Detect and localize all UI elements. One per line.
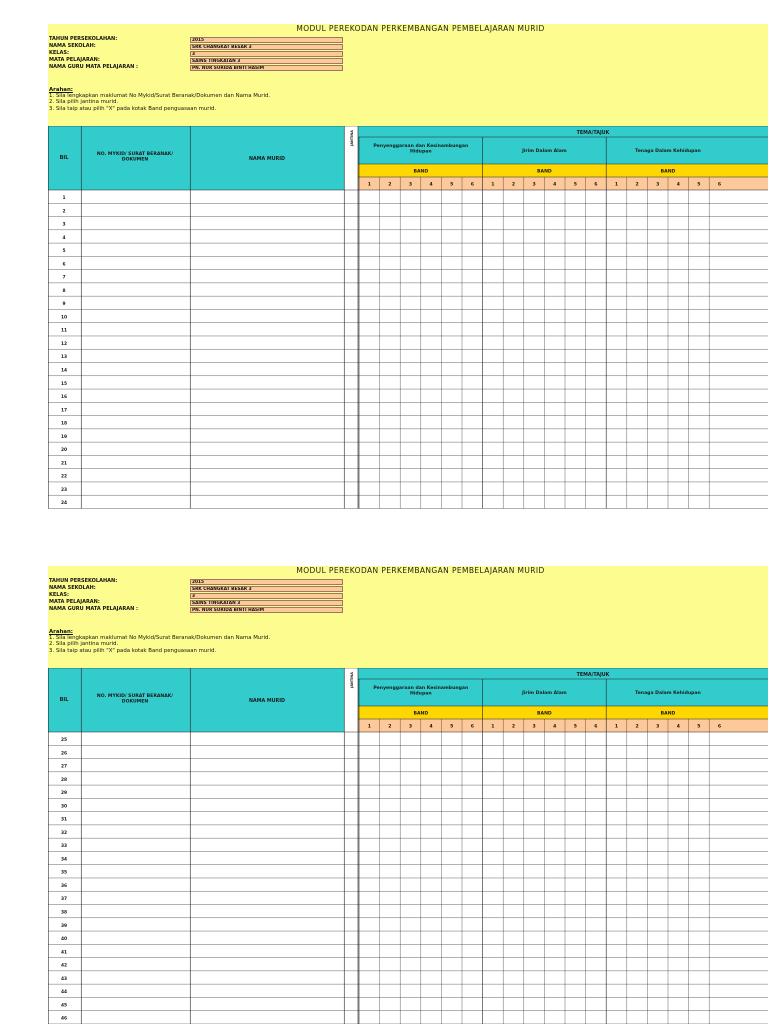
row-number: 5	[62, 249, 66, 255]
band-table	[48, 126, 768, 510]
topic-label: Penyenggaraan dan Kesinambungan Hidupan	[373, 686, 469, 697]
band-number: 2	[388, 724, 392, 730]
mykid-cell[interactable]	[81, 190, 190, 203]
nama-murid-cell[interactable]	[190, 772, 344, 785]
row-number: 14	[60, 368, 68, 374]
mykid-cell[interactable]	[81, 865, 190, 878]
mykid-cell[interactable]	[81, 851, 190, 864]
mykid-cell[interactable]	[81, 243, 190, 256]
row-number: 4	[62, 235, 66, 241]
row-number: 38	[60, 910, 68, 916]
band-number: 3	[532, 724, 536, 730]
field-kelas[interactable]: 3	[190, 51, 343, 58]
nama-murid-cell[interactable]	[190, 217, 344, 230]
mykid-cell[interactable]	[81, 997, 190, 1010]
mykid-cell[interactable]	[81, 376, 190, 389]
band-number: 6	[470, 182, 474, 188]
field-sekolah[interactable]: SRK CHANGKAT BESAR 3	[190, 586, 343, 593]
column-header-mykid: NO. MYKID/ SURAT BERANAK/ DOKUMEN	[96, 694, 174, 705]
row-number: 21	[60, 461, 68, 467]
nama-murid-cell[interactable]	[190, 402, 344, 415]
row-number: 40	[60, 937, 68, 943]
column-header-nama: NAMA MURID	[248, 157, 286, 162]
row-number: 11	[60, 328, 68, 334]
field-mata-pelajaran[interactable]: SAINS TINGKATAN 3	[190, 58, 343, 65]
nama-murid-cell[interactable]	[190, 363, 344, 376]
mykid-cell[interactable]	[81, 296, 190, 309]
band-number: 6	[717, 724, 722, 730]
field-mata-pelajaran[interactable]: SAINS TINGKATAN 3	[190, 600, 343, 607]
nama-murid-cell[interactable]	[190, 230, 344, 243]
nama-murid-cell[interactable]	[190, 190, 344, 203]
band-number: 5	[573, 182, 577, 188]
nama-murid-cell[interactable]	[190, 256, 344, 269]
label-nama-guru: NAMA GURU MATA PELAJARAN :	[49, 606, 139, 612]
nama-murid-cell[interactable]	[190, 732, 344, 745]
mykid-cell[interactable]	[81, 838, 190, 851]
student-header-bg	[48, 126, 344, 190]
field-tahun[interactable]: 2015	[190, 37, 343, 44]
nama-murid-cell[interactable]	[190, 931, 344, 944]
topic-label: Jirim Dalam Alam	[522, 149, 567, 154]
nama-murid-cell[interactable]	[190, 891, 344, 904]
row-number: 33	[60, 844, 68, 850]
row-number: 30	[60, 804, 68, 810]
row-number: 45	[60, 1003, 68, 1009]
band-label: BAND	[660, 711, 676, 717]
sheet-header	[48, 566, 768, 668]
row-number: 43	[60, 976, 68, 982]
label-mata-pelajaran: MATA PELAJARAN:	[49, 599, 100, 605]
nama-murid-cell[interactable]	[190, 376, 344, 389]
nama-murid-cell[interactable]	[190, 296, 344, 309]
row-number: 15	[60, 381, 68, 387]
instruction-line: 1. Sila lengkapkan maklumat No Mykid/Surat Beranak/Dokumen dan Nama Murid.	[49, 93, 271, 100]
row-number: 19	[60, 434, 68, 440]
row-number: 42	[60, 963, 68, 969]
mykid-cell[interactable]	[81, 745, 190, 758]
nama-murid-cell[interactable]	[190, 416, 344, 429]
band-number: 5	[450, 724, 454, 730]
nama-murid-cell[interactable]	[190, 469, 344, 482]
mykid-cell[interactable]	[81, 416, 190, 429]
nama-murid-cell[interactable]	[190, 495, 344, 508]
row-number: 31	[60, 817, 68, 823]
nama-murid-cell[interactable]	[190, 918, 344, 931]
band-number-bg	[358, 177, 768, 190]
mykid-cell[interactable]	[81, 971, 190, 984]
sheet-title: MODUL PEREKODAN PERKEMBANGAN PEMBELAJARAN MURID	[296, 24, 545, 33]
row-number: 26	[60, 751, 68, 757]
row-number: 36	[60, 883, 68, 889]
band-number: 4	[676, 724, 680, 730]
nama-murid-cell[interactable]	[190, 203, 344, 216]
label-tahun: TAHUN PERSEKOLAHAN:	[49, 36, 118, 42]
nama-murid-cell[interactable]	[190, 971, 344, 984]
mykid-cell[interactable]	[81, 270, 190, 283]
nama-murid-cell[interactable]	[190, 243, 344, 256]
student-header-bg	[48, 668, 344, 732]
nama-murid-cell[interactable]	[190, 349, 344, 362]
instruction-line: 2. Sila pilih jantina murid.	[49, 641, 119, 648]
row-number: 28	[60, 777, 68, 783]
sheet-title: MODUL PEREKODAN PERKEMBANGAN PEMBELAJARAN MURID	[296, 566, 545, 575]
mykid-cell[interactable]	[81, 349, 190, 362]
band-number: 1	[491, 182, 495, 188]
mykid-cell[interactable]	[81, 878, 190, 891]
nama-murid-cell[interactable]	[190, 838, 344, 851]
row-number: 17	[60, 408, 68, 414]
record-sheet-1	[48, 24, 768, 507]
nama-murid-cell[interactable]	[190, 270, 344, 283]
row-number: 37	[60, 897, 68, 903]
band-number: 2	[388, 182, 392, 188]
band-number: 2	[511, 724, 516, 730]
row-number: 18	[60, 421, 68, 427]
field-tahun[interactable]: 2015	[190, 579, 343, 586]
sheet-header	[48, 24, 768, 126]
mykid-cell[interactable]	[81, 469, 190, 482]
field-nama-guru[interactable]: PN. NUR SURIDA BINTI HASIM	[190, 607, 343, 614]
band-label: BAND	[660, 169, 676, 175]
instruction-line: 1. Sila lengkapkan maklumat No Mykid/Surat Beranak/Dokumen dan Nama Murid.	[49, 635, 271, 642]
band-label: BAND	[413, 711, 429, 717]
column-header-jantina: JANTINA	[350, 130, 354, 146]
band-number: 4	[553, 724, 557, 730]
field-nama-guru[interactable]: PN. NUR SURIDA BINTI HASIM	[190, 65, 343, 72]
tema-header: TEMA/TAJUK	[576, 131, 610, 136]
band-number: 5	[697, 182, 701, 188]
nama-murid-cell[interactable]	[190, 825, 344, 838]
band-table	[48, 668, 768, 1024]
nama-murid-cell[interactable]	[190, 958, 344, 971]
row-number: 32	[60, 830, 68, 836]
field-sekolah[interactable]: SRK CHANGKAT BESAR 3	[190, 44, 343, 51]
band-number: 3	[656, 724, 660, 730]
mykid-cell[interactable]	[81, 825, 190, 838]
mykid-cell[interactable]	[81, 812, 190, 825]
mykid-cell[interactable]	[81, 958, 190, 971]
mykid-cell[interactable]	[81, 455, 190, 468]
nama-murid-cell[interactable]	[190, 429, 344, 442]
instruction-line: 2. Sila pilih jantina murid.	[49, 99, 119, 106]
nama-murid-cell[interactable]	[190, 851, 344, 864]
band-number: 1	[614, 182, 619, 188]
mykid-cell[interactable]	[81, 984, 190, 997]
mykid-cell[interactable]	[81, 1011, 190, 1024]
band-number: 2	[635, 724, 639, 730]
row-number: 23	[60, 487, 68, 493]
row-number: 2	[62, 209, 66, 215]
band-number: 3	[656, 182, 660, 188]
label-nama-guru: NAMA GURU MATA PELAJARAN :	[49, 64, 139, 70]
mykid-cell[interactable]	[81, 389, 190, 402]
mykid-cell[interactable]	[81, 931, 190, 944]
mykid-cell[interactable]	[81, 283, 190, 296]
row-number: 3	[62, 222, 66, 228]
mykid-cell[interactable]	[81, 336, 190, 349]
nama-murid-cell[interactable]	[190, 482, 344, 495]
band-number: 6	[594, 182, 598, 188]
nama-murid-cell[interactable]	[190, 812, 344, 825]
mykid-cell[interactable]	[81, 785, 190, 798]
band-number: 6	[470, 724, 474, 730]
label-mata-pelajaran: MATA PELAJARAN:	[49, 57, 100, 63]
mykid-cell[interactable]	[81, 217, 190, 230]
row-number: 13	[60, 355, 68, 361]
mykid-cell[interactable]	[81, 482, 190, 495]
band-label: BAND	[413, 169, 429, 175]
band-number: 4	[676, 182, 680, 188]
mykid-cell[interactable]	[81, 256, 190, 269]
instructions-title: Arahan:	[49, 87, 73, 93]
row-number: 41	[60, 950, 68, 956]
row-number: 35	[60, 870, 68, 876]
column-header-mykid: NO. MYKID/ SURAT BERANAK/ DOKUMEN	[96, 152, 174, 163]
band-label: BAND	[537, 711, 552, 717]
nama-murid-cell[interactable]	[190, 336, 344, 349]
band-number: 1	[614, 724, 619, 730]
nama-murid-cell[interactable]	[190, 389, 344, 402]
label-kelas: KELAS:	[49, 592, 69, 598]
nama-murid-cell[interactable]	[190, 323, 344, 336]
label-kelas: KELAS:	[49, 50, 69, 56]
band-number: 2	[511, 182, 516, 188]
band-number: 4	[553, 182, 557, 188]
nama-murid-cell[interactable]	[190, 878, 344, 891]
band-number-bg	[358, 719, 768, 732]
record-sheet-2	[48, 566, 768, 1022]
band-number: 6	[594, 724, 598, 730]
topic-label: Penyenggaraan dan Kesinambungan Hidupan	[373, 144, 469, 155]
mykid-cell[interactable]	[81, 203, 190, 216]
row-number: 20	[60, 448, 68, 454]
band-number: 6	[717, 182, 722, 188]
row-number: 12	[60, 341, 68, 347]
band-number: 5	[697, 724, 701, 730]
band-label: BAND	[537, 169, 552, 175]
mykid-cell[interactable]	[81, 230, 190, 243]
mykid-cell[interactable]	[81, 918, 190, 931]
column-header-bil: BIL	[59, 697, 69, 703]
mykid-cell[interactable]	[81, 905, 190, 918]
nama-murid-cell[interactable]	[190, 944, 344, 957]
field-kelas[interactable]: 3	[190, 593, 343, 600]
topic-label: Tenaga Dalam Kehidupan	[635, 149, 701, 154]
label-tahun: TAHUN PERSEKOLAHAN:	[49, 578, 118, 584]
band-number: 1	[367, 182, 371, 188]
instructions-title: Arahan:	[49, 629, 73, 635]
mykid-cell[interactable]	[81, 944, 190, 957]
row-number: 39	[60, 923, 68, 929]
nama-murid-cell[interactable]	[190, 997, 344, 1010]
band-number: 1	[491, 724, 495, 730]
nama-murid-cell[interactable]	[190, 798, 344, 811]
row-number: 6	[62, 262, 66, 268]
nama-murid-cell[interactable]	[190, 283, 344, 296]
instructions	[49, 87, 270, 112]
row-number: 1	[62, 196, 66, 201]
label-sekolah: NAMA SEKOLAH:	[49, 585, 96, 591]
band-number: 2	[635, 182, 639, 188]
nama-murid-cell[interactable]	[190, 785, 344, 798]
mykid-cell[interactable]	[81, 772, 190, 785]
nama-murid-cell[interactable]	[190, 865, 344, 878]
mykid-cell[interactable]	[81, 759, 190, 772]
band-number: 1	[367, 724, 371, 730]
mykid-cell[interactable]	[81, 429, 190, 442]
column-header-jantina: JANTINA	[350, 672, 354, 688]
tema-header: TEMA/TAJUK	[576, 673, 610, 678]
band-number: 3	[408, 182, 413, 188]
column-header-bil: BIL	[59, 155, 69, 161]
row-number: 46	[60, 1016, 68, 1022]
row-number: 16	[60, 395, 68, 401]
band-number: 5	[573, 724, 577, 730]
mykid-cell[interactable]	[81, 442, 190, 455]
row-number: 10	[60, 315, 68, 321]
mykid-cell[interactable]	[81, 402, 190, 415]
mykid-cell[interactable]	[81, 732, 190, 745]
row-number: 27	[60, 764, 68, 770]
instruction-line: 3. Sila taip atau pilih "X" pada kotak Band penguasaan murid.	[49, 105, 217, 112]
row-number: 9	[62, 302, 66, 308]
band-number: 3	[532, 182, 536, 188]
row-number: 22	[60, 474, 68, 480]
nama-murid-cell[interactable]	[190, 905, 344, 918]
row-number: 34	[60, 857, 68, 863]
nama-murid-cell[interactable]	[190, 442, 344, 455]
mykid-cell[interactable]	[81, 363, 190, 376]
row-number: 7	[62, 275, 66, 281]
nama-murid-cell[interactable]	[190, 1011, 344, 1024]
nama-murid-cell[interactable]	[190, 745, 344, 758]
row-number: 29	[60, 791, 68, 797]
band-number: 5	[450, 182, 454, 188]
mykid-cell[interactable]	[81, 891, 190, 904]
nama-murid-cell[interactable]	[190, 309, 344, 322]
label-sekolah: NAMA SEKOLAH:	[49, 43, 96, 49]
mykid-cell[interactable]	[81, 798, 190, 811]
row-number: 25	[60, 738, 68, 743]
nama-murid-cell[interactable]	[190, 759, 344, 772]
band-number: 3	[408, 724, 413, 730]
row-number: 8	[62, 288, 66, 294]
band-number: 4	[429, 724, 433, 730]
row-number: 44	[60, 990, 68, 996]
topic-label: Tenaga Dalam Kehidupan	[635, 691, 701, 696]
instruction-line: 3. Sila taip atau pilih "X" pada kotak Band penguasaan murid.	[49, 647, 217, 654]
mykid-cell[interactable]	[81, 495, 190, 508]
band-number: 4	[429, 182, 433, 188]
instructions	[49, 629, 270, 654]
nama-murid-cell[interactable]	[190, 984, 344, 997]
topic-label: Jirim Dalam Alam	[522, 691, 567, 696]
mykid-cell[interactable]	[81, 309, 190, 322]
row-number: 24	[60, 501, 68, 507]
column-header-nama: NAMA MURID	[248, 699, 286, 704]
mykid-cell[interactable]	[81, 323, 190, 336]
nama-murid-cell[interactable]	[190, 455, 344, 468]
